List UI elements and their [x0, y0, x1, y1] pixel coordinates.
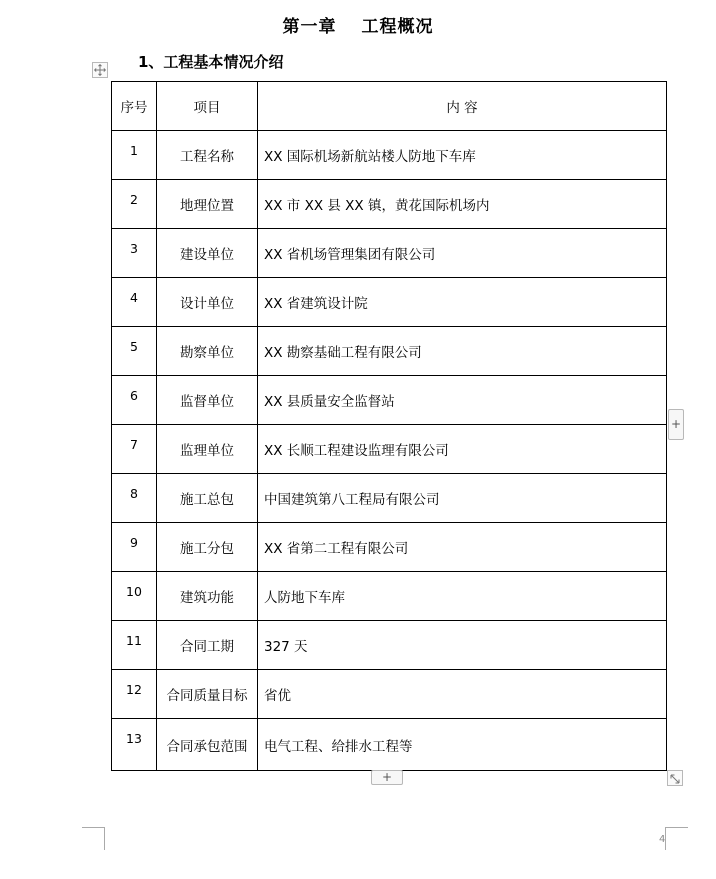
header-number[interactable]: 序号	[112, 82, 157, 131]
row-item-cell[interactable]: 合同质量目标	[157, 670, 258, 719]
table-row	[112, 719, 667, 771]
row-number-cell[interactable]: 11	[112, 621, 157, 670]
section-title: 1、工程基本情况介绍	[138, 53, 284, 71]
resize-icon	[668, 772, 682, 786]
table-row	[112, 376, 667, 425]
row-number-cell[interactable]: 13	[112, 719, 157, 771]
row-number-cell[interactable]: 4	[112, 278, 157, 327]
row-content-cell[interactable]: XX 省第二工程有限公司	[258, 523, 667, 572]
table-row	[112, 523, 667, 572]
table-move-handle[interactable]	[92, 62, 108, 78]
row-item-cell[interactable]: 合同工期	[157, 621, 258, 670]
row-item-cell[interactable]: 建设单位	[157, 229, 258, 278]
table-row	[112, 474, 667, 523]
table-row	[112, 327, 667, 376]
table-resize-handle[interactable]	[667, 770, 683, 786]
row-content-cell[interactable]: 电气工程、给排水工程等	[258, 719, 667, 771]
chapter-title: 第一章 工程概况	[282, 17, 434, 37]
row-item-cell[interactable]: 合同承包范围	[157, 719, 258, 771]
project-info-table	[111, 81, 667, 771]
header-item[interactable]: 项目	[157, 82, 258, 131]
row-item-cell[interactable]: 工程名称	[157, 131, 258, 180]
page-corner-mark-left	[82, 827, 105, 850]
row-number-cell[interactable]: 2	[112, 180, 157, 229]
row-content-cell[interactable]: XX 省机场管理集团有限公司	[258, 229, 667, 278]
row-number-cell[interactable]: 6	[112, 376, 157, 425]
row-content-cell[interactable]: XX 县质量安全监督站	[258, 376, 667, 425]
row-content-cell[interactable]: XX 市 XX 县 XX 镇，黄花国际机场内	[258, 180, 667, 229]
row-number-cell[interactable]: 5	[112, 327, 157, 376]
header-content[interactable]: 内 容	[258, 82, 667, 131]
table-row	[112, 425, 667, 474]
row-item-cell[interactable]: 监理单位	[157, 425, 258, 474]
row-item-cell[interactable]: 建筑功能	[157, 572, 258, 621]
page-corner-mark-right	[665, 827, 688, 850]
table-row	[112, 572, 667, 621]
row-item-cell[interactable]: 勘察单位	[157, 327, 258, 376]
row-number-cell[interactable]: 7	[112, 425, 157, 474]
table-row	[112, 131, 667, 180]
row-item-cell[interactable]: 施工分包	[157, 523, 258, 572]
table-row	[112, 229, 667, 278]
table-row	[112, 180, 667, 229]
row-number-cell[interactable]: 10	[112, 572, 157, 621]
row-number-cell[interactable]: 12	[112, 670, 157, 719]
row-content-cell[interactable]: 中国建筑第八工程局有限公司	[258, 474, 667, 523]
row-number-cell[interactable]: 3	[112, 229, 157, 278]
table-row	[112, 621, 667, 670]
row-item-cell[interactable]: 监督单位	[157, 376, 258, 425]
table-header-row	[112, 82, 667, 131]
row-content-cell[interactable]: 省优	[258, 670, 667, 719]
add-row-button[interactable]: +	[371, 770, 403, 785]
add-column-button[interactable]: +	[668, 409, 684, 440]
row-item-cell[interactable]: 施工总包	[157, 474, 258, 523]
row-number-cell[interactable]: 9	[112, 523, 157, 572]
page-number: 4	[659, 834, 666, 845]
row-content-cell[interactable]: XX 长顺工程建设监理有限公司	[258, 425, 667, 474]
move-icon	[94, 64, 106, 76]
row-item-cell[interactable]: 地理位置	[157, 180, 258, 229]
row-content-cell[interactable]: XX 勘察基础工程有限公司	[258, 327, 667, 376]
row-number-cell[interactable]: 8	[112, 474, 157, 523]
row-content-cell[interactable]: XX 国际机场新航站楼人防地下车库	[258, 131, 667, 180]
row-content-cell[interactable]: 人防地下车库	[258, 572, 667, 621]
row-number-cell[interactable]: 1	[112, 131, 157, 180]
row-item-cell[interactable]: 设计单位	[157, 278, 258, 327]
table-row	[112, 278, 667, 327]
row-content-cell[interactable]: 327 天	[258, 621, 667, 670]
row-content-cell[interactable]: XX 省建筑设计院	[258, 278, 667, 327]
table-row	[112, 670, 667, 719]
